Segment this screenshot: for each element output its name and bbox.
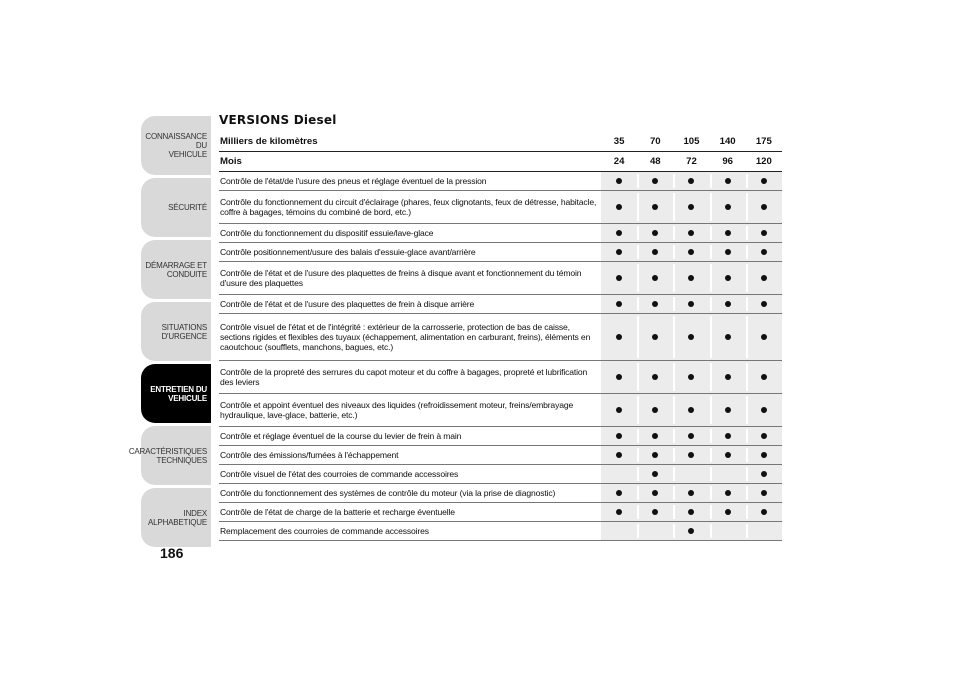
bullet-icon — [616, 407, 622, 413]
bullet-icon — [616, 452, 622, 458]
bullet-icon — [761, 490, 767, 496]
check-cell — [673, 361, 709, 393]
row-label: Contrôle et appoint éventuel des niveaux des liquides (refroidissement moteur, freins/embrayage hydraulique, lave-glace, batterie, etc.) — [220, 400, 574, 420]
check-cell — [637, 314, 673, 360]
bullet-icon — [725, 230, 731, 236]
maintenance-table — [219, 132, 782, 541]
check-cell — [637, 224, 673, 242]
bullet-icon — [688, 178, 694, 184]
bullet-icon — [725, 407, 731, 413]
bullet-icon — [616, 230, 622, 236]
check-cell — [746, 314, 782, 360]
table-row — [219, 172, 782, 191]
check-cell — [673, 191, 709, 223]
check-cell — [746, 172, 782, 190]
bullet-icon — [688, 452, 694, 458]
check-cell — [673, 427, 709, 445]
check-cell — [601, 361, 637, 393]
check-cell — [710, 295, 746, 313]
check-cell — [746, 503, 782, 521]
header_km-value: 105 — [683, 136, 700, 147]
check-cell — [746, 224, 782, 242]
header_months-value: 96 — [722, 156, 733, 167]
check-cell — [710, 172, 746, 190]
check-cell — [710, 427, 746, 445]
table-row — [219, 262, 782, 295]
header_months-value: 24 — [613, 156, 625, 167]
check-cell — [637, 427, 673, 445]
sidebar-tab-1[interactable] — [141, 178, 211, 237]
bullet-icon — [616, 433, 622, 439]
check-cell — [710, 243, 746, 261]
check-cell — [710, 484, 746, 502]
check-cell — [673, 314, 709, 360]
table-row — [219, 503, 782, 522]
bullet-icon — [761, 509, 767, 515]
check-cell — [673, 484, 709, 502]
bullet-icon — [725, 249, 731, 255]
sidebar-tab-label: SÉCURITÉ — [168, 203, 207, 212]
header_months-value: 48 — [649, 156, 661, 167]
bullet-icon — [616, 334, 622, 340]
check-cell — [710, 224, 746, 242]
bullet-icon — [725, 178, 731, 184]
bullet-icon — [652, 334, 658, 340]
check-cell — [673, 172, 709, 190]
sidebar-tab-4[interactable] — [141, 364, 211, 423]
bullet-icon — [652, 275, 658, 281]
check-cell — [601, 394, 637, 426]
sidebar-tab-3[interactable] — [141, 302, 211, 361]
bullet-icon — [761, 249, 767, 255]
bullet-icon — [725, 452, 731, 458]
sidebar-tab-6[interactable] — [141, 488, 211, 547]
row-label: Milliers de kilomètres — [220, 135, 318, 147]
bullet-icon — [725, 204, 731, 210]
page-number: 186 — [160, 545, 184, 561]
check-cell — [637, 484, 673, 502]
bullet-icon — [725, 509, 731, 515]
header_months-value: 120 — [755, 156, 772, 167]
check-cell — [746, 465, 782, 483]
check-cell — [710, 446, 746, 464]
bullet-icon — [652, 452, 658, 458]
check-cell — [637, 191, 673, 223]
check-cell — [601, 295, 637, 313]
table-row — [219, 394, 782, 427]
row-label: Contrôle de l'état/de l'usure des pneus et réglage éventuel de la pression — [220, 176, 487, 186]
check-cell — [710, 522, 746, 540]
check-cell — [746, 394, 782, 426]
check-cell — [673, 224, 709, 242]
bullet-icon — [616, 490, 622, 496]
table-row — [219, 484, 782, 503]
check-cell — [601, 427, 637, 445]
table-row — [219, 465, 782, 484]
check-cell — [637, 243, 673, 261]
check-cell — [710, 361, 746, 393]
table-row — [219, 243, 782, 262]
bullet-icon — [761, 301, 767, 307]
header_km-value: 175 — [755, 136, 772, 147]
check-cell — [710, 394, 746, 426]
bullet-icon — [616, 301, 622, 307]
row-label: Contrôle du fonctionnement des systèmes de contrôle du moteur (via la prise de diagnostic) — [220, 488, 556, 498]
check-cell — [673, 243, 709, 261]
row-label: Contrôle visuel de l'état des courroies de commande accessoires — [220, 469, 459, 479]
bullet-icon — [688, 249, 694, 255]
bullet-icon — [688, 204, 694, 210]
row-label: Remplacement des courroies de commande accessoires — [220, 526, 429, 536]
bullet-icon — [652, 178, 658, 184]
row-label: Mois — [220, 155, 242, 167]
header_km-value: 140 — [719, 136, 736, 147]
bullet-icon — [652, 490, 658, 496]
check-cell — [673, 522, 709, 540]
bullet-icon — [725, 374, 731, 380]
header_months-value: 72 — [686, 156, 697, 167]
bullet-icon — [761, 275, 767, 281]
bullet-icon — [652, 407, 658, 413]
bullet-icon — [652, 374, 658, 380]
row-label: Contrôle et réglage éventuel de la course du levier de frein à main — [220, 431, 462, 441]
bullet-icon — [652, 230, 658, 236]
check-cell — [710, 465, 746, 483]
sidebar-tab-label: ENTRETIEN DU VEHICULE — [150, 384, 207, 403]
sidebar-tab-label: CARACTÉRISTIQUES TECHNIQUES — [128, 446, 207, 465]
bullet-icon — [616, 275, 622, 281]
bullet-icon — [652, 204, 658, 210]
bullet-icon — [652, 509, 658, 515]
check-cell — [637, 295, 673, 313]
bullet-icon — [652, 301, 658, 307]
check-cell — [601, 522, 637, 540]
check-cell — [710, 191, 746, 223]
check-cell — [601, 224, 637, 242]
check-cell — [637, 446, 673, 464]
check-cell — [710, 262, 746, 294]
bullet-icon — [688, 407, 694, 413]
check-cell — [601, 262, 637, 294]
check-cell — [637, 394, 673, 426]
bullet-icon — [761, 178, 767, 184]
row-label: Contrôle de l'état et de l'usure des plaquettes de freins à disque avant et fonctionnement du témoin d'usure des plaquettes — [220, 268, 582, 288]
bullet-icon — [761, 452, 767, 458]
check-cell — [673, 503, 709, 521]
section-title: VERSIONS Diesel — [219, 113, 337, 127]
bullet-icon — [688, 509, 694, 515]
row-label: Contrôle de l'état de charge de la batterie et recharge éventuelle — [220, 507, 455, 517]
header_km-value: 35 — [613, 136, 625, 147]
check-cell — [746, 262, 782, 294]
sidebar-tab-label: CONNAISSANCE DU VEHICULE — [145, 132, 207, 159]
bullet-icon — [725, 490, 731, 496]
header_km-value: 70 — [649, 136, 661, 147]
bullet-icon — [688, 334, 694, 340]
check-cell — [601, 243, 637, 261]
sidebar-tab-5[interactable] — [128, 426, 211, 485]
check-cell — [601, 446, 637, 464]
sidebar-tab-label: DÉMARRAGE ET CONDUITE — [145, 260, 207, 279]
bullet-icon — [652, 471, 658, 477]
check-cell — [746, 361, 782, 393]
table-row — [219, 361, 782, 394]
bullet-icon — [688, 275, 694, 281]
check-cell — [637, 503, 673, 521]
check-cell — [673, 262, 709, 294]
check-cell — [637, 522, 673, 540]
bullet-icon — [761, 433, 767, 439]
bullet-icon — [616, 374, 622, 380]
row-label: Contrôle du fonctionnement du dispositif essuie/lave-glace — [220, 228, 434, 238]
check-cell — [746, 484, 782, 502]
check-cell — [637, 262, 673, 294]
bullet-icon — [761, 407, 767, 413]
table-row — [219, 446, 782, 465]
bullet-icon — [761, 204, 767, 210]
table-row — [219, 295, 782, 314]
row-label: Contrôle de la propreté des serrures du capot moteur et du coffre à bagages, propreté et lubrification des leviers — [220, 367, 588, 387]
bullet-icon — [616, 509, 622, 515]
bullet-icon — [616, 249, 622, 255]
check-cell — [637, 172, 673, 190]
check-cell — [673, 394, 709, 426]
check-cell — [601, 503, 637, 521]
check-cell — [673, 446, 709, 464]
bullet-icon — [688, 374, 694, 380]
bullet-icon — [761, 471, 767, 477]
bullet-icon — [761, 334, 767, 340]
check-cell — [746, 446, 782, 464]
check-cell — [746, 522, 782, 540]
check-cell — [601, 465, 637, 483]
bullet-icon — [688, 528, 694, 534]
row-label: Contrôle du fonctionnement du circuit d'éclairage (phares, feux clignotants, feux de détresse, habitacle, coffre à bagages, témoins du combiné de bord, etc.) — [220, 197, 597, 217]
bullet-icon — [688, 230, 694, 236]
table-row — [219, 314, 782, 361]
header-months-row — [219, 152, 782, 172]
bullet-icon — [616, 204, 622, 210]
check-cell — [601, 484, 637, 502]
sidebar-tab-label: SITUATIONS D'URGENCE — [161, 322, 207, 341]
row-label: Contrôle positionnement/usure des balais d'essuie-glace avant/arrière — [220, 247, 476, 257]
check-cell — [746, 191, 782, 223]
check-cell — [710, 503, 746, 521]
check-cell — [637, 361, 673, 393]
table-row — [219, 427, 782, 446]
bullet-icon — [725, 433, 731, 439]
table-row — [219, 224, 782, 243]
check-cell — [601, 172, 637, 190]
bullet-icon — [725, 301, 731, 307]
sidebar-tab-0[interactable] — [141, 116, 211, 175]
check-cell — [746, 295, 782, 313]
bullet-icon — [725, 275, 731, 281]
row-label: Contrôle de l'état et de l'usure des plaquettes de frein à disque arrière — [220, 299, 475, 309]
check-cell — [710, 314, 746, 360]
bullet-icon — [761, 230, 767, 236]
sidebar-tab-label: INDEX ALPHABETIQUE — [148, 508, 207, 527]
bullet-icon — [652, 433, 658, 439]
bullet-icon — [616, 178, 622, 184]
check-cell — [673, 295, 709, 313]
bullet-icon — [652, 249, 658, 255]
check-cell — [601, 314, 637, 360]
check-cell — [746, 243, 782, 261]
bullet-icon — [688, 490, 694, 496]
bullet-icon — [688, 433, 694, 439]
row-label: Contrôle visuel de l'état et de l'intégrité : extérieur de la carrosserie, protection de bas de caisse, sections rigides et flexibles des tuyaux (échappement, alimentation en carburant, freins), éléments en caoutchouc (soufflets, manchons, bagues, etc.) — [220, 322, 591, 352]
bullet-icon — [725, 334, 731, 340]
check-cell — [746, 427, 782, 445]
table-row — [219, 522, 782, 541]
bullet-icon — [761, 374, 767, 380]
check-cell — [673, 465, 709, 483]
check-cell — [637, 465, 673, 483]
header-km-row — [219, 132, 782, 152]
row-label: Contrôle des émissions/fumées à l'échappement — [220, 450, 399, 460]
sidebar-tab-2[interactable] — [141, 240, 211, 299]
table-row — [219, 191, 782, 224]
bullet-icon — [688, 301, 694, 307]
check-cell — [601, 191, 637, 223]
